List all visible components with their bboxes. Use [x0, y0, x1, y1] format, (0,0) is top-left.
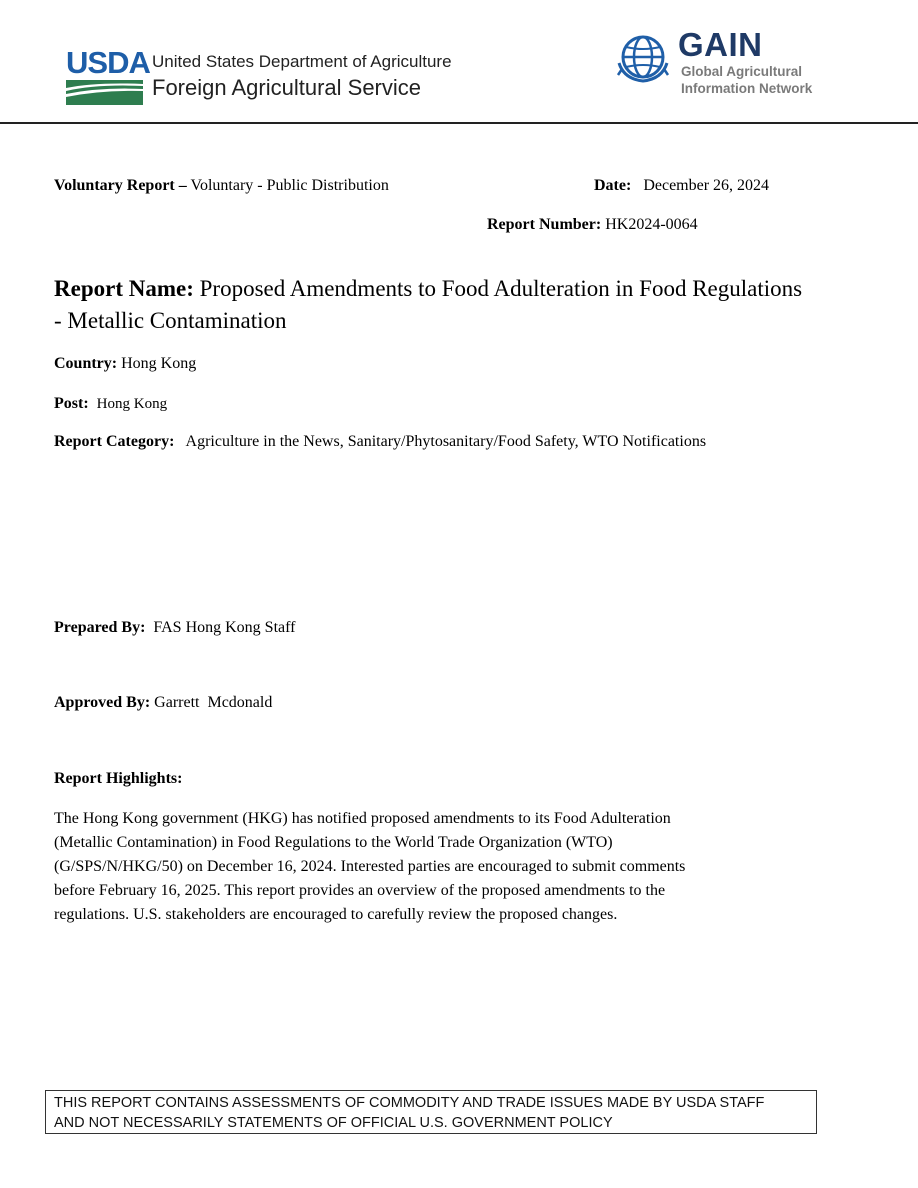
- approved-value: Garrett Mcdonald: [154, 694, 273, 711]
- highlights-line: (Metallic Contamination) in Food Regulations to the World Trade Organization (WTO): [54, 834, 613, 851]
- disclaimer-box: [45, 1090, 817, 1134]
- country-label: Country:: [54, 355, 118, 372]
- agency-name: Foreign Agricultural Service: [152, 75, 422, 100]
- report-type-label: Voluntary Report –: [54, 177, 187, 194]
- post: [54, 394, 167, 414]
- category-label: Report Category:: [54, 433, 175, 450]
- report-category: [54, 432, 706, 452]
- category-value: Agriculture in the News, Sanitary/Phytosanitary/Food Safety, WTO Notifications: [185, 433, 707, 450]
- date-value: December 26, 2024: [643, 177, 770, 194]
- report-number: [487, 215, 698, 235]
- prepared-value: FAS Hong Kong Staff: [153, 619, 296, 636]
- highlights-heading: Report Highlights:: [54, 770, 183, 787]
- report-name-value: Proposed Amendments to Food Adulteration in Food Regulations - Metallic Contamination: [54, 276, 803, 333]
- disclaimer-line: AND NOT NECESSARILY STATEMENTS OF OFFICIAL U.S. GOVERNMENT POLICY: [54, 1115, 613, 1131]
- gain-logo-title: GAIN: [678, 26, 763, 63]
- gain-subtitle-line2: Information Network: [681, 81, 813, 96]
- prepared-label: Prepared By:: [54, 619, 146, 636]
- report-type: [54, 176, 389, 196]
- usda-logo: USDA: [66, 45, 150, 80]
- report-number-label: Report Number:: [487, 216, 602, 233]
- page-header: [0, 0, 918, 123]
- header-divider: [0, 122, 918, 124]
- highlights-body: [54, 807, 794, 927]
- report-name-label: Report Name:: [54, 276, 194, 301]
- disclaimer-line: THIS REPORT CONTAINS ASSESSMENTS OF COMMODITY AND TRADE ISSUES MADE BY USDA STAFF: [54, 1095, 765, 1111]
- report-type-value: Voluntary - Public Distribution: [186, 177, 389, 194]
- post-label: Post:: [54, 395, 89, 412]
- department-name: United States Department of Agriculture: [152, 52, 452, 71]
- highlights-line: before February 16, 2025. This report provides an overview of the proposed amendments to the: [54, 882, 666, 899]
- prepared-by: [54, 618, 296, 638]
- report-date: [594, 176, 769, 196]
- highlights-line: regulations. U.S. stakeholders are encouraged to carefully review the proposed changes.: [54, 906, 618, 923]
- country-value: Hong Kong: [121, 355, 197, 372]
- usda-swoosh-icon: [66, 80, 143, 105]
- globe-icon: [616, 33, 670, 85]
- highlights-line: (G/SPS/N/HKG/50) on December 16, 2024. Interested parties are encouraged to submit comments: [54, 858, 686, 875]
- country: [54, 354, 196, 374]
- approved-label: Approved By:: [54, 694, 151, 711]
- approved-by: [54, 693, 272, 713]
- gain-subtitle-line1: Global Agricultural: [681, 64, 803, 79]
- report-number-value: HK2024-0064: [605, 216, 698, 233]
- date-label: Date:: [594, 177, 632, 194]
- highlights-line: The Hong Kong government (HKG) has notified proposed amendments to its Food Adulteration: [54, 810, 671, 827]
- report-name: [54, 273, 814, 337]
- post-value: Hong Kong: [96, 396, 168, 412]
